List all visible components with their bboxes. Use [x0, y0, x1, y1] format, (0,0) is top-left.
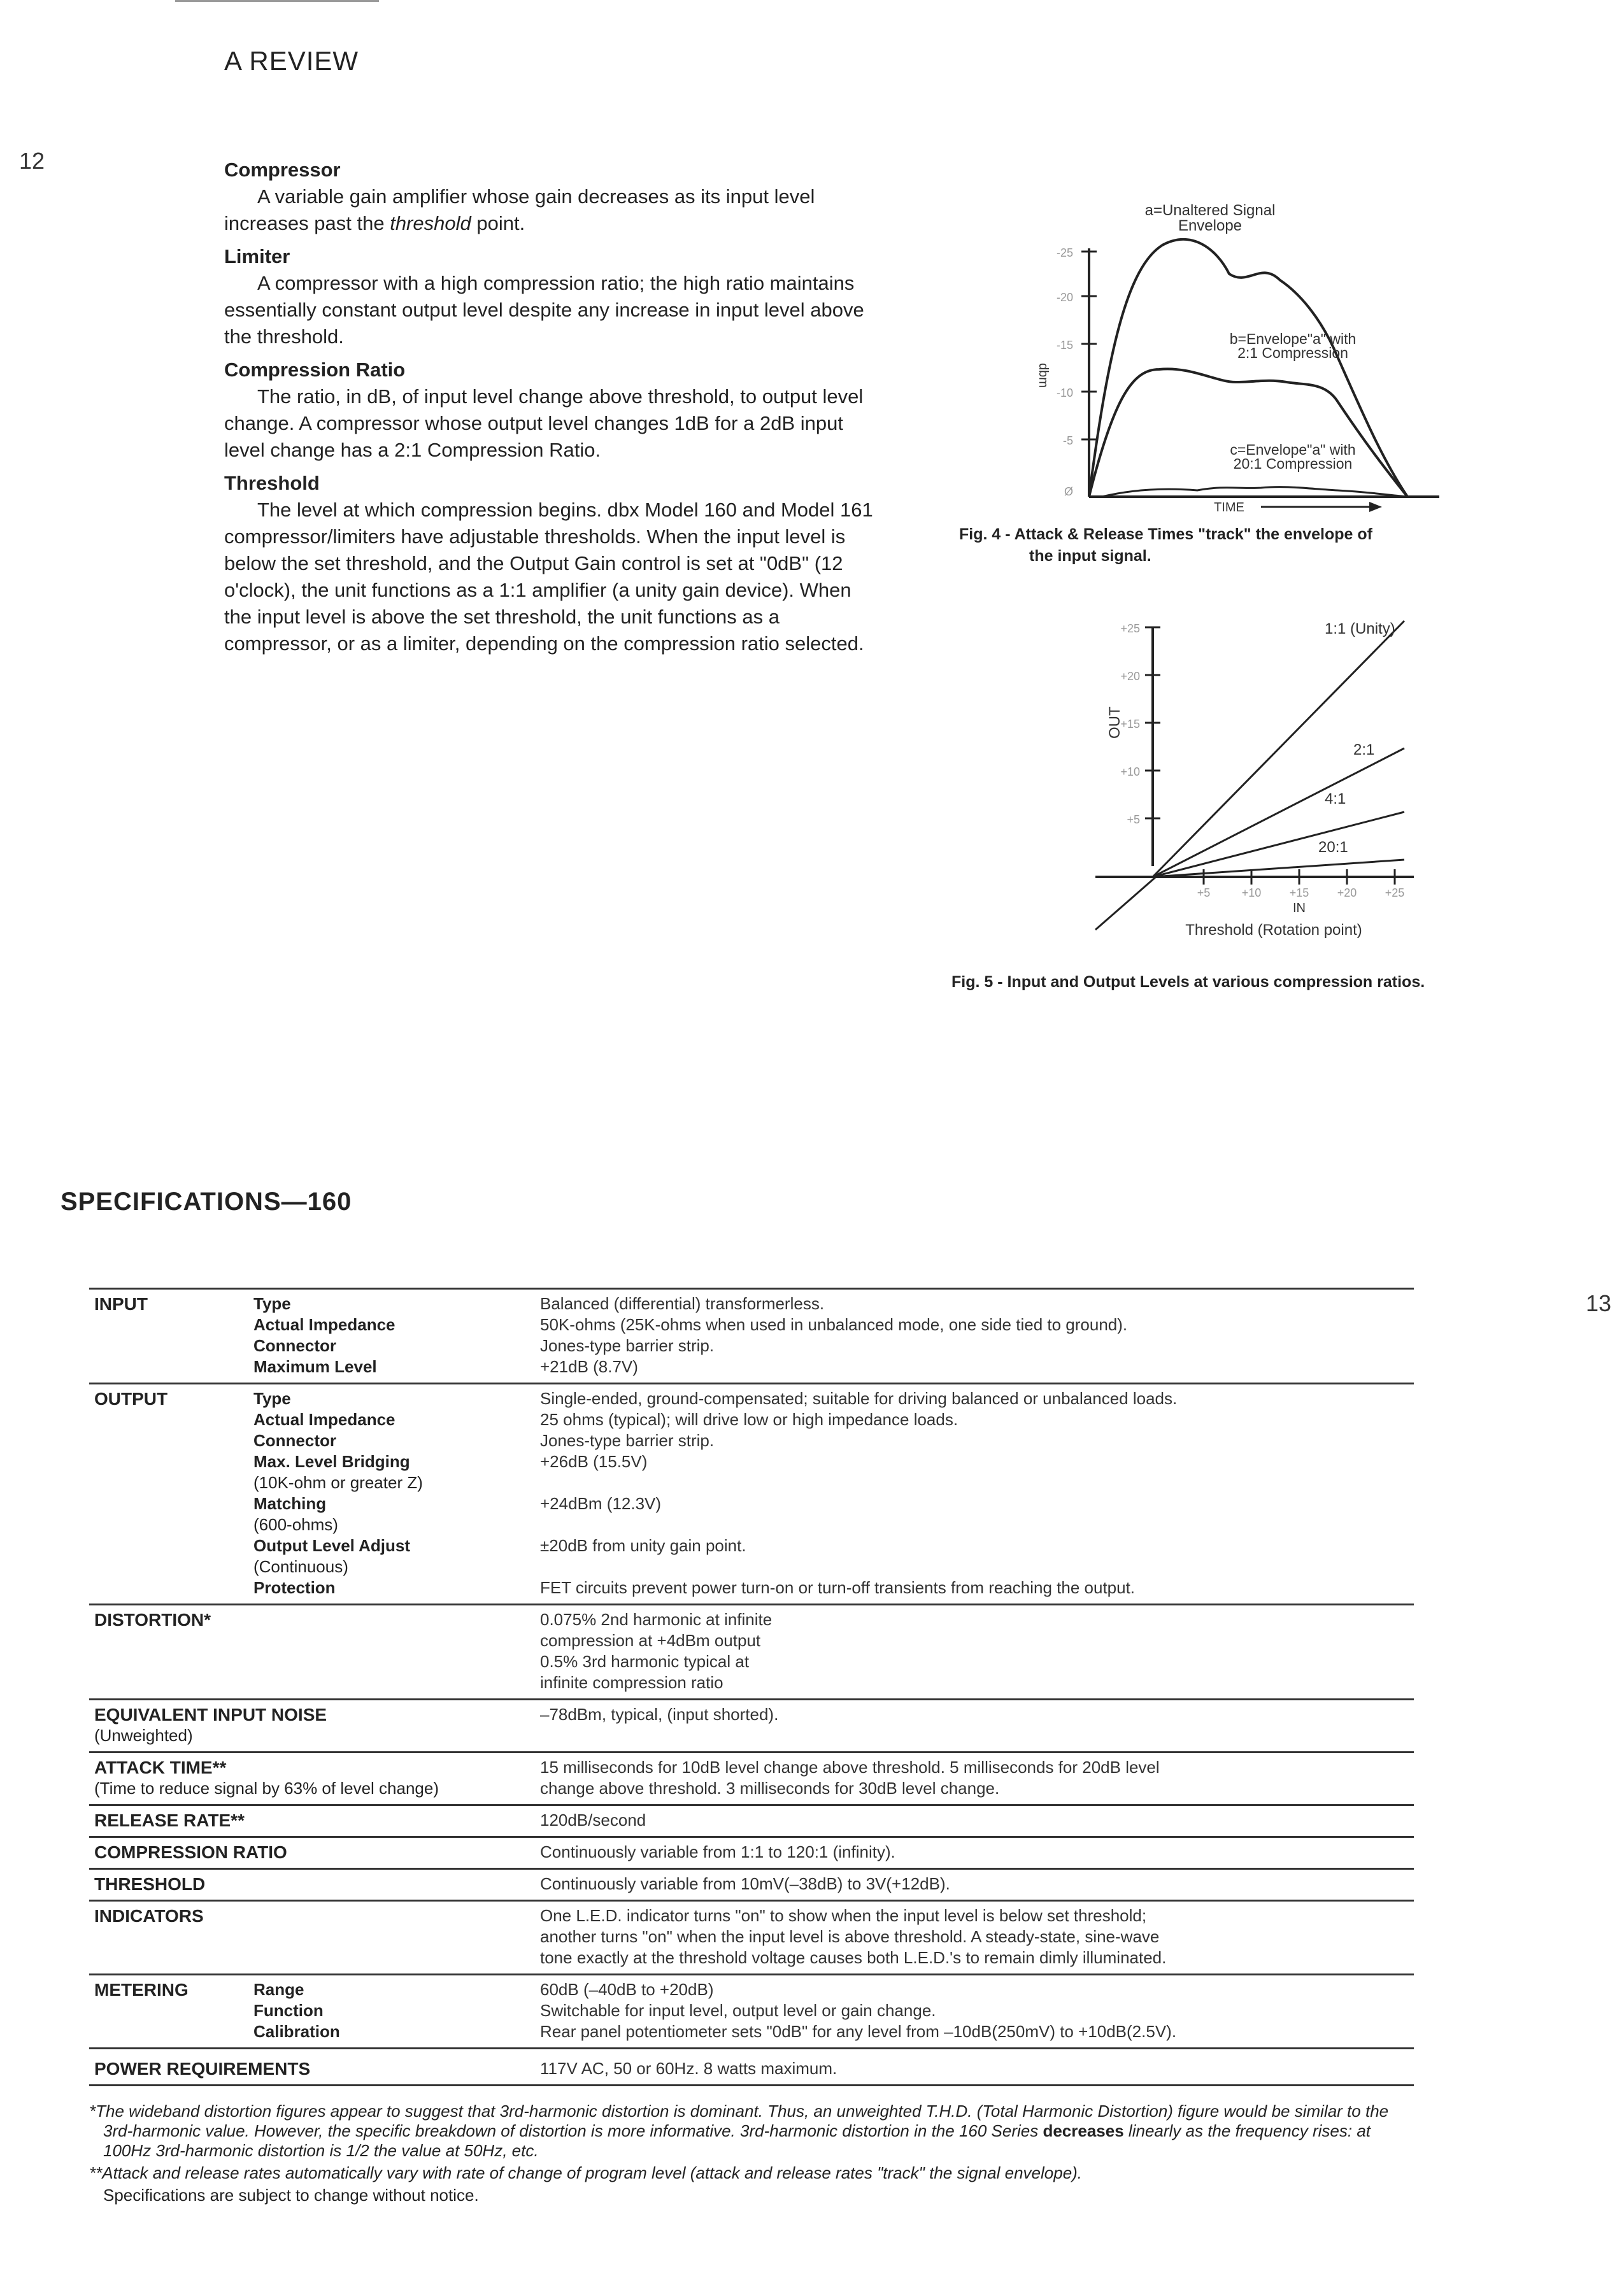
spec-row-indicators — [89, 1901, 1414, 1975]
fig5-xtick-10: +10 — [1241, 886, 1262, 899]
fig5-xtick-5: +5 — [1197, 886, 1211, 899]
spec-values-metering: 60dB (–40dB to +20dB) Switchable for input level, output level or gain change. Rear panel potentiometer sets "0dB" for any level from –10dB(250mV) to +10dB(2.5V). — [540, 1980, 1177, 2041]
figure-4 — [1006, 191, 1465, 522]
footnote-notice: Specifications are subject to change without notice. — [103, 2186, 479, 2205]
fig5-caption: Fig. 5 - Input and Output Levels at various compression ratios. — [951, 973, 1425, 991]
fig4-caption-line1: Fig. 4 - Attack & Release Times "track" the envelope of — [959, 525, 1372, 543]
term-compressor: Compressor — [224, 159, 341, 181]
spec-label-release: RELEASE RATE** — [94, 1810, 245, 1830]
fig4-caption-line2: the input signal. — [1029, 547, 1151, 565]
fig5-line-2-1 — [1153, 748, 1404, 877]
spec-value-attack: 15 milliseconds for 10dB level change above threshold. 5 milliseconds for 20dB level change above threshold. 3 milliseconds for 30dB level change. — [540, 1758, 1160, 1798]
term-limiter: Limiter — [224, 245, 290, 267]
fig4-curve-c — [1102, 487, 1407, 497]
footnote-attack-release: **Attack and release rates automatically vary with rate of change of program level (attack and release rates "track" the signal envelope). — [89, 2163, 1083, 2182]
spec-row-noise — [89, 1700, 1414, 1753]
fig4-ytick-15: -15 — [1056, 339, 1073, 352]
fig5-ratio-2-1: 2:1 — [1353, 741, 1375, 758]
spec-label-metering: METERING — [94, 1980, 189, 2000]
footnote-distortion: *The wideband distortion figures appear to suggest that 3rd-harmonic distortion is dominant. Thus, an unweighted T.H.D. (Total Harmonic Distortion) figure would be similar to the 3rd-harmonic value. However, the specific breakdown of distortion is more informative. 3rd-harmonic distortion in the 160 Series decreases linearly as the frequency rises: at 100Hz 3rd-harmonic distortion is 1/2 the value at 50Hz, etc. — [89, 2102, 1389, 2160]
fig5-ytick-25: +25 — [1120, 622, 1140, 635]
fig5-xtick-15: +15 — [1289, 886, 1309, 899]
fig5-ytick-20: +20 — [1120, 670, 1140, 683]
term-compression-ratio: Compression Ratio — [224, 359, 406, 381]
fig4-caption — [959, 523, 1532, 567]
spec-row-metering — [89, 1975, 1414, 2049]
fig4-label-a2: Envelope — [1178, 217, 1243, 234]
def-compression-ratio: The ratio, in dB, of input level change above threshold, to output level change. A compressor whose output level changes 1dB for a 2dB input level change has a 2:1 Compression Ratio. — [224, 385, 864, 461]
def-limiter: A compressor with a high compression ratio; the high ratio maintains essentially constant output level despite any increase in input level above the threshold. — [224, 272, 864, 348]
fig4-ytick-0: Ø — [1064, 485, 1073, 498]
spec-label-attack: ATTACK TIME** (Time to reduce signal by 63% of level change) — [94, 1758, 439, 1798]
spec-label-threshold: THRESHOLD — [94, 1874, 206, 1894]
spec-row-input — [89, 1289, 1414, 1384]
specs-title: SPECIFICATIONS—160 — [61, 1188, 352, 1216]
fig5-ratio-20-1: 20:1 — [1318, 839, 1348, 856]
fig4-ytick-5: -5 — [1062, 434, 1073, 447]
fig4-svg — [1006, 191, 1465, 522]
spec-values-output: Single-ended, ground-compensated; suitable for driving balanced or unbalanced loads. 25 ohms (typical); will drive low or high impedance loads. Jones-type barrier strip. +26dB (15.5V) +24dBm (12.3V) ±20dB from unity gain point. FET circuits prevent power turn-on or turn-off transients from reaching the output. — [540, 1389, 1178, 1597]
fig4-label-b1: b=Envelope"a" with — [1229, 331, 1357, 347]
spec-value-noise: –78dBm, typical, (input shorted). — [540, 1705, 779, 1724]
spec-items-input: Type Actual Impedance Connector Maximum Level — [253, 1294, 395, 1376]
fig5-xtick-25: +25 — [1385, 886, 1405, 899]
fig5-svg — [1057, 611, 1465, 949]
figure-5 — [1057, 611, 1465, 949]
def-compressor: A variable gain amplifier whose gain decreases as its input level increases past the threshold point. — [224, 185, 815, 234]
fig5-ytick-5: +5 — [1127, 813, 1140, 826]
review-title: A REVIEW — [224, 46, 359, 76]
fig4-ytick-25: -25 — [1056, 246, 1073, 259]
spec-label-input: INPUT — [94, 1294, 148, 1314]
fig5-negative-diagonal — [1095, 877, 1156, 930]
spec-row-ratio — [89, 1837, 1414, 1869]
spec-label-distortion: DISTORTION* — [94, 1610, 211, 1630]
fig4-ytick-20: -20 — [1056, 291, 1073, 304]
fig5-ytick-15: +15 — [1120, 718, 1140, 730]
spec-row-threshold — [89, 1869, 1414, 1901]
page-number-right: 13 — [1586, 1290, 1612, 1316]
fig4-ylabel: dbm — [1036, 363, 1050, 388]
spec-label-noise: EQUIVALENT INPUT NOISE (Unweighted) — [94, 1705, 327, 1745]
fig4-ytick-10: -10 — [1056, 387, 1073, 399]
fig5-ylabel: OUT — [1106, 706, 1123, 739]
fig4-label-a1: a=Unaltered Signal — [1144, 202, 1276, 219]
page-number-left: 12 — [19, 148, 45, 174]
spec-value-release: 120dB/second — [540, 1810, 646, 1830]
spec-value-ratio: Continuously variable from 1:1 to 120:1 (infinity). — [540, 1842, 895, 1861]
spec-row-attack — [89, 1753, 1414, 1805]
fig4-time-arrowhead — [1369, 502, 1382, 512]
fig5-xtick-20: +20 — [1337, 886, 1357, 899]
def-threshold: The level at which compression begins. dbx Model 160 and Model 161 compressor/limiters have adjustable thresholds. When the input level is below the set threshold, and the Output Gain control is set at "0dB" (12 o'clock), the unit functions as a 1:1 amplifier (a unity gain device). When the input level is above the set threshold, the unit functions as a compressor, or as a limiter, depending on the compression ratio selected. — [224, 499, 873, 655]
fig4-curve-b — [1089, 369, 1407, 497]
fig4-label-c1: c=Envelope"a" with — [1230, 441, 1356, 458]
spec-row-output — [89, 1384, 1414, 1605]
spec-label-power: POWER REQUIREMENTS — [94, 2059, 311, 2079]
spec-row-distortion — [89, 1605, 1414, 1700]
fig4-label-b2: 2:1 Compression — [1237, 345, 1348, 361]
spec-label-output: OUTPUT — [94, 1389, 168, 1409]
fig5-line-20-1 — [1153, 860, 1404, 877]
spec-values-input: Balanced (differential) transformerless. 50K-ohms (25K-ohms when used in unbalanced mode, one side tied to ground). Jones-type barrier strip. +21dB (8.7V) — [540, 1294, 1128, 1376]
fig5-xlabel: IN — [1293, 901, 1306, 915]
spec-values-distortion: 0.075% 2nd harmonic at infinite compression at +4dBm output 0.5% 3rd harmonic typical at infinite compression ratio — [540, 1610, 773, 1692]
fig4-xlabel: TIME — [1214, 501, 1244, 515]
top-rule — [175, 0, 379, 2]
specs-table — [89, 1288, 1414, 2086]
fig5-threshold-label: Threshold (Rotation point) — [1185, 921, 1362, 939]
footnotes — [89, 2102, 1414, 2208]
spec-values-indicators: One L.E.D. indicator turns "on" to show when the input level is below set threshold; another turns "on" when the input level is above threshold. A steady-state, sine-wave tone exactly at the threshold voltage causes both L.E.D.'s to remain dimly illuminated. — [540, 1906, 1167, 1967]
fig5-line-4-1 — [1153, 812, 1404, 877]
term-threshold: Threshold — [224, 472, 320, 494]
spec-value-threshold: Continuously variable from 10mV(–38dB) to 3V(+12dB). — [540, 1874, 950, 1893]
spec-value-power: 117V AC, 50 or 60Hz. 8 watts maximum. — [540, 2059, 837, 2078]
spec-row-release — [89, 1805, 1414, 1837]
spec-row-power — [89, 2049, 1414, 2086]
spec-items-output: Type Actual Impedance Connector Max. Level Bridging (10K-ohm or greater Z) Matching (600-ohms) Output Level Adjust (Continuous) Protection — [253, 1389, 423, 1597]
glossary — [224, 157, 874, 657]
fig4-label-c2: 20:1 Compression — [1233, 455, 1353, 472]
spec-label-ratio: COMPRESSION RATIO — [94, 1842, 287, 1862]
fig5-ratio-4-1: 4:1 — [1325, 790, 1346, 807]
spec-items-metering: Range Function Calibration — [253, 1980, 340, 2041]
fig5-ratio-1-1: 1:1 (Unity) — [1325, 620, 1395, 637]
spec-label-indicators: INDICATORS — [94, 1906, 204, 1926]
fig5-ytick-10: +10 — [1120, 765, 1140, 778]
